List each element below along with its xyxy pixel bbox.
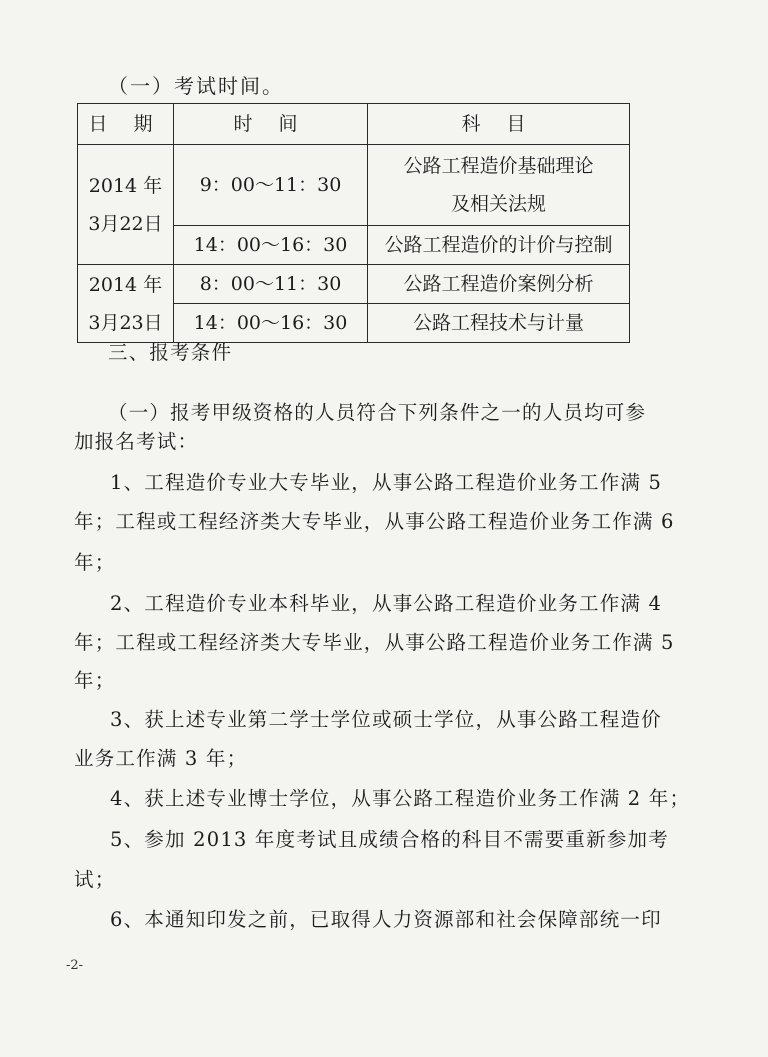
date-year: 2014 年 [88, 273, 163, 296]
subject-cell: 公路工程造价案例分析 [368, 265, 630, 304]
paragraph-line: 业务工作满 3 年； [74, 747, 248, 770]
paragraph-line: 6、本通知印发之前，已取得人力资源部和社会保障部统一印 [110, 908, 662, 931]
table-header-row [78, 104, 630, 145]
section-heading-exam-time: （一）考试时间。 [108, 74, 284, 98]
paragraph-line: 加报名考试： [74, 430, 199, 453]
paragraph-line: 试； [74, 868, 116, 891]
paragraph-line: 5、参加 2013 年度考试且成绩合格的科目不需要重新参加考 [110, 828, 669, 851]
table-row [78, 145, 630, 226]
time-cell: 14：00～16：30 [174, 226, 368, 265]
page-number: -2- [66, 958, 84, 973]
date-cell-day1 [78, 145, 174, 265]
paragraph-line: （一）报考甲级资格的人员符合下列条件之一的人员均可参 [108, 401, 647, 424]
paragraph-line: 1、工程造价专业大专毕业，从事公路工程造价业务工作满 5 [110, 471, 663, 494]
time-cell: 9：00～11：30 [174, 145, 368, 226]
date-day: 3月23日 [88, 311, 163, 334]
date-year: 2014 年 [88, 174, 163, 197]
subject-line: 公路工程造价基础理论 [403, 155, 594, 177]
time-cell: 14：00～16：30 [174, 304, 368, 343]
section-heading-requirements: 三、报考条件 [108, 341, 233, 364]
time-cell: 8：00～11：30 [174, 265, 368, 304]
header-subject: 科 目 [368, 104, 630, 145]
header-date: 日 期 [78, 104, 174, 145]
paragraph-line: 年；工程或工程经济类大专毕业，从事公路工程造价业务工作满 5 [74, 631, 675, 654]
date-day: 3月22日 [88, 212, 163, 235]
paragraph-line: 年； [74, 551, 116, 574]
paragraph-line: 3、获上述专业第二学士学位或硕士学位，从事公路工程造价 [110, 708, 662, 731]
subject-cell [368, 145, 630, 226]
table-row [78, 265, 630, 304]
exam-schedule-table [77, 103, 630, 343]
paragraph-line: 2、工程造价专业本科毕业，从事公路工程造价业务工作满 4 [110, 592, 663, 615]
subject-cell: 公路工程造价的计价与控制 [368, 226, 630, 265]
header-time: 时 间 [174, 104, 368, 145]
paragraph-line: 年； [74, 669, 116, 692]
paragraph-line: 4、获上述专业博士学位，从事公路工程造价业务工作满 2 年； [110, 787, 691, 810]
paragraph-line: 年；工程或工程经济类大专毕业，从事公路工程造价业务工作满 6 [74, 510, 675, 533]
subject-cell: 公路工程技术与计量 [368, 304, 630, 343]
subject-line: 及相关法规 [450, 193, 546, 215]
